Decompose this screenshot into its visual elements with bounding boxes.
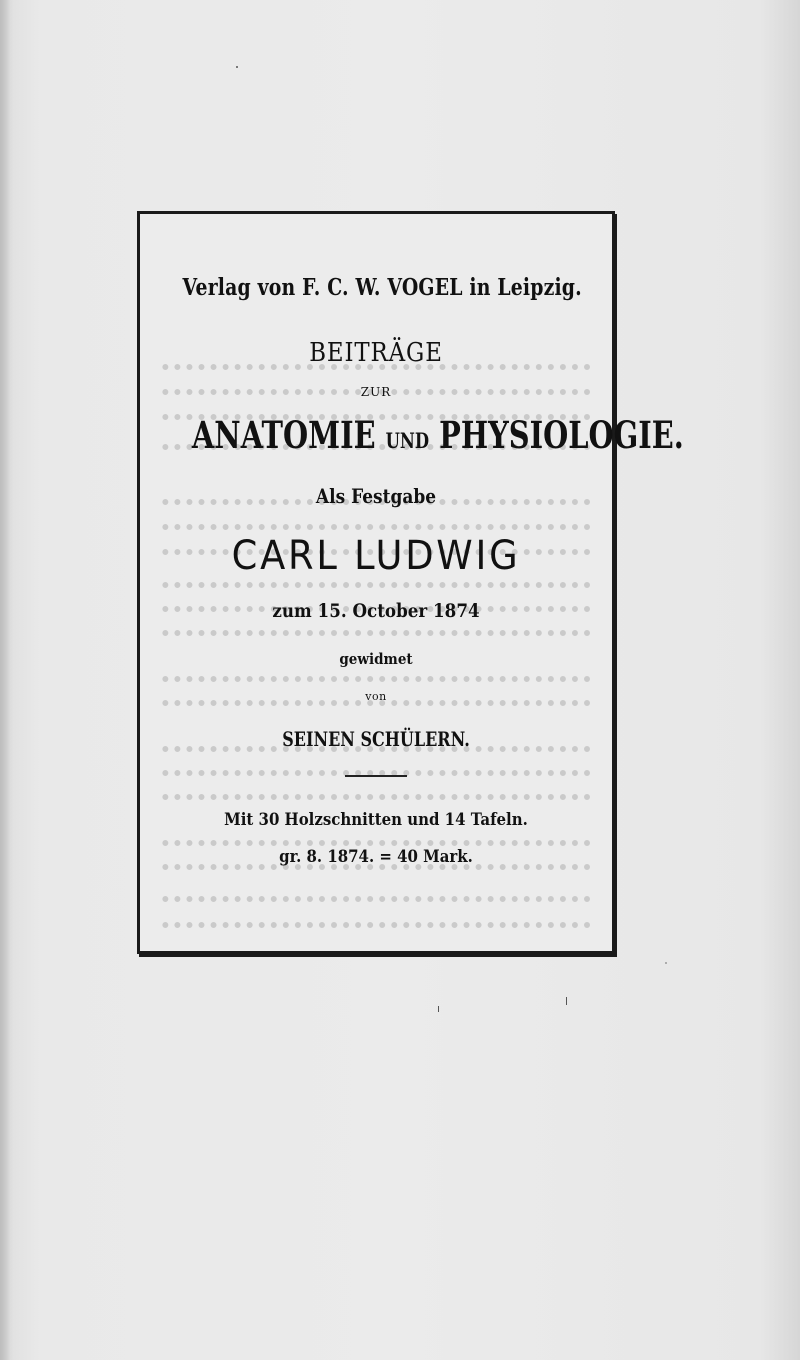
main-title-part2: PHYSIOLOGIE. — [439, 413, 684, 457]
paper-speck — [566, 997, 567, 1005]
main-title-conjunction: UND — [385, 428, 430, 453]
advertisement-content — [140, 214, 684, 951]
price-line: gr. 8. 1874. = 40 Mark. — [279, 847, 473, 867]
divider-rule — [345, 775, 407, 777]
occasion-line: Als Festgabe — [315, 484, 437, 508]
paper-speck — [236, 66, 238, 68]
dedicated-line: gewidmet — [339, 650, 413, 668]
paper-speck — [665, 962, 667, 964]
paper-speck — [438, 1006, 439, 1012]
advertisement-frame — [137, 211, 684, 954]
title-connector: ZUR — [360, 385, 392, 399]
authors-line: SEINEN SCHÜLERN. — [282, 727, 470, 751]
honoree-name: CARL LUDWIG — [231, 533, 521, 579]
binding-shadow — [0, 0, 10, 1360]
main-title — [191, 413, 684, 457]
publisher-line: Verlag von F. C. W. VOGEL in Leipzig. — [182, 274, 582, 301]
by-line: von — [365, 690, 387, 703]
title-top: BEITRÄGE — [309, 338, 443, 368]
main-title-part1: ANATOMIE — [191, 413, 376, 457]
illustrations-line: Mit 30 Holzschnitten und 14 Tafeln. — [224, 810, 528, 830]
date-line: zum 15. October 1874 — [272, 600, 480, 622]
